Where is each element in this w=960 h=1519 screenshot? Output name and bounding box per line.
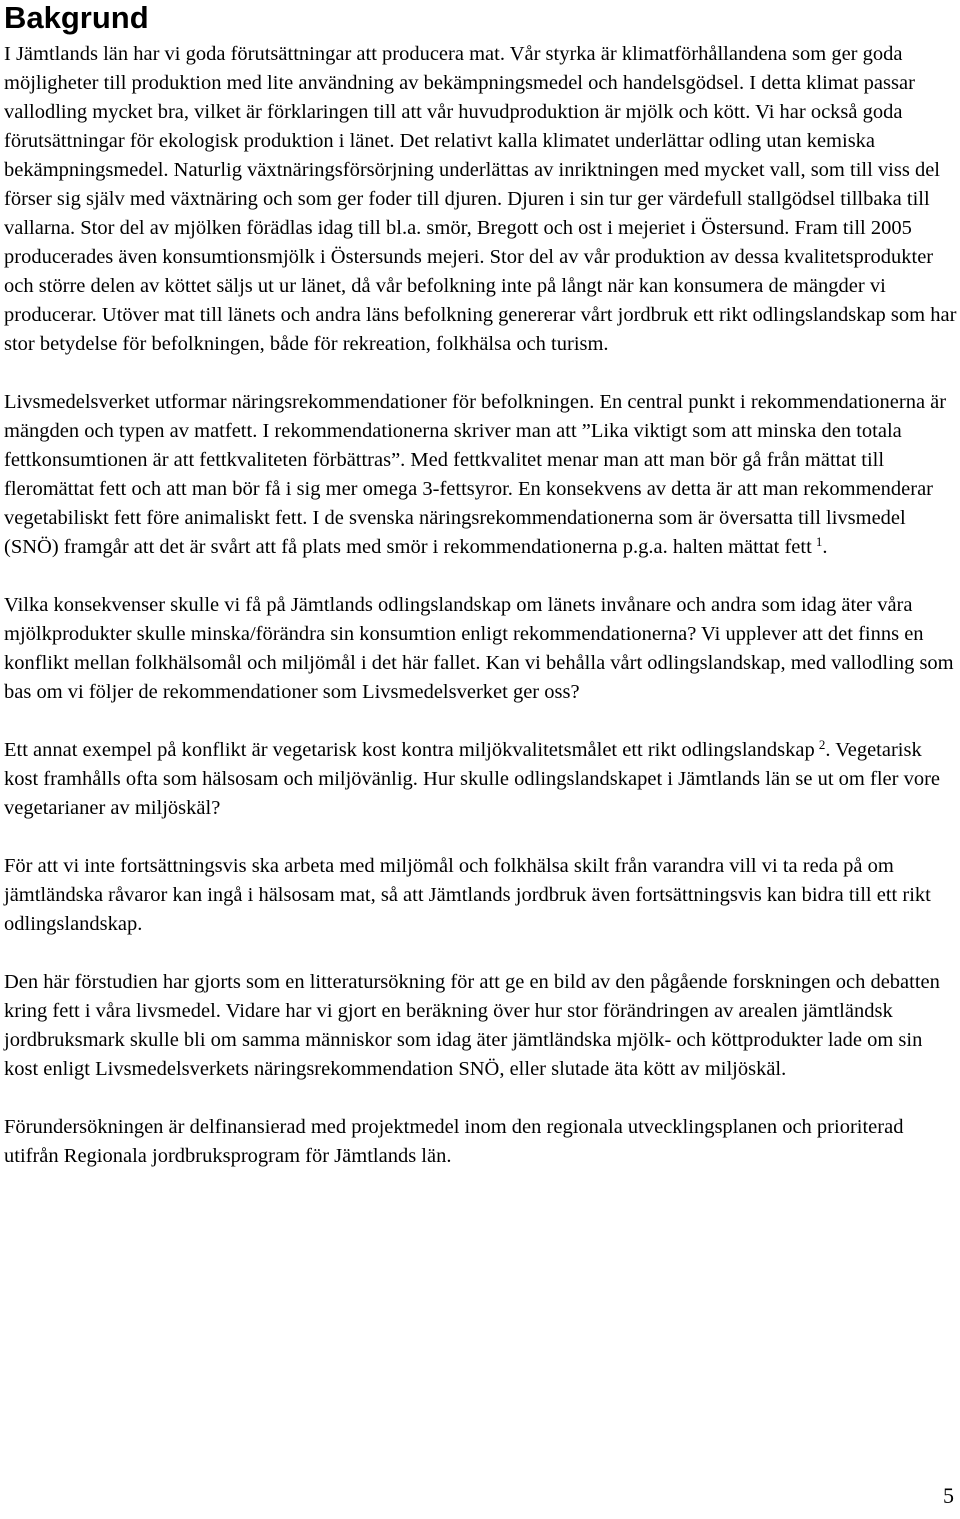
paragraph-goals bbox=[4, 852, 960, 939]
paragraph-text: Ett annat exempel på konflikt är vegetarisk kost kontra miljökvalitetsmålet ett rikt odlingslandskap bbox=[4, 739, 815, 761]
paragraph-text: För att vi inte fortsättningsvis ska arbeta med miljömål och folkhälsa skilt från varandra vill vi ta reda på om jämtländska råvaror kan ingå i hälsosam mat, så att Jämtlands jordbruk även fortsättningsvis kan bidra till ett rikt odlingslandskap. bbox=[4, 855, 931, 935]
paragraph-nutrition-recommendations bbox=[4, 388, 960, 562]
paragraph-text: Förundersökningen är delfinansierad med projektmedel inom den regionala utvecklingsplanen och prioriterad utifrån Regionala jordbruksprogram för Jämtlands län. bbox=[4, 1116, 904, 1167]
paragraph-text: I Jämtlands län har vi goda förutsättningar att producera mat. Vår styrka är klimatförhållandena som ger goda möjligheter till produktion med lite användning av bekämpningsmedel och handelsgödsel. I detta klimat passar vallodling mycket bra, vilket är förklaringen till att vår huvudproduktion är mjölk och kött. Vi har också goda förutsättningar för ekologisk produktion i länet. Det relativt kalla klimatet underlättar odling utan kemiska bekämpningsmedel. Naturlig växtnäringsförsörjning underlättas av inriktningen med mycket vall, som till viss del förser sig själv med växtnäring och som ger foder till djuren. Djuren i sin tur ger värdefull stallgödsel tillbaka till vallarna. Stor del av mjölken förädlas idag till bl.a. smör, Bregott och ost i mejeriet i Östersund. Fram till 2005 producerades även konsumtionsmjölk i Östersunds mejeri. Stor del av vår produktion av dessa kvalitetsprodukter och större delen av köttet säljs ut ur länet, då vår befolkning inte på långt när kan konsumera de mängder vi producerar. Utöver mat till länets och andra läns befolkning genererar vårt jordbruk ett rikt odlingslandskap som har stor betydelse för befolkningen, både för rekreation, folkhälsa och turism. bbox=[4, 43, 957, 355]
body-text bbox=[4, 40, 960, 1200]
paragraph-background bbox=[4, 40, 960, 359]
paragraph-text-tail: . bbox=[822, 536, 828, 558]
paragraph-text: Den här förstudien har gjorts som en litteratursökning för att ge en bild av den pågående forskningen och debatten kring fett i våra livsmedel. Vidare har vi gjort en beräkning över hur stor förändringen av arealen jämtländsk jordbruksmark skulle bli om samma människor som idag äter jämtländska mjölk- och köttprodukter lade om sin kost enligt Livsmedelsverkets näringsrekommendation SNÖ, eller slutade äta kött av miljöskäl. bbox=[4, 971, 940, 1080]
paragraph-text: Livsmedelsverket utformar näringsrekommendationer för befolkningen. En central punkt i rekommendationerna är mängden och typen av matfett. I rekommendationerna skriver man att ”Lika viktigt som att minska den totala fettkonsumtionen är att fettkvaliteten förbättras”. Med fettkvalitet menar man att man bör gå från mättat till fleromättat fett och att man bör få i sig mer omega 3-fettsyror. En konsekvens av detta är att man rekommenderar vegetabiliskt fett före animaliskt fett. I de svenska näringsrekommendationerna som är översatta till livsmedel (SNÖ) framgår att det är svårt att få plats med smör i rekommendationerna p.g.a. halten mättat fett bbox=[4, 391, 947, 558]
page-number: 5 bbox=[943, 1483, 954, 1508]
paragraph-funding bbox=[4, 1113, 960, 1171]
paragraph-consequences bbox=[4, 591, 960, 707]
paragraph-text-tail: . Vegetarisk kost framhålls ofta som hälsosam och miljövänlig. Hur skulle odlingslandskapet i Jämtlands län se ut om fler vore vegetarianer av miljöskäl? bbox=[4, 739, 941, 819]
paragraph-study-method bbox=[4, 968, 960, 1084]
page-heading: Bakgrund bbox=[4, 0, 149, 35]
footnote-reference: 2 bbox=[818, 737, 826, 752]
paragraph-vegetarian bbox=[4, 736, 960, 823]
paragraph-text: Vilka konsekvenser skulle vi få på Jämtlands odlingslandskap om länets invånare och andra som idag äter våra mjölkprodukter skulle minska/förändra sin konsumtion enligt rekommendationerna? Vi upplever att det finns en konflikt mellan folkhälsomål och miljömål i det här fallet. Kan vi behålla vårt odlingslandskap, med vallodling som bas om vi följer de rekommendationer som Livsmedelsverket ger oss? bbox=[4, 594, 954, 703]
footnote-reference: 1 bbox=[815, 534, 823, 549]
